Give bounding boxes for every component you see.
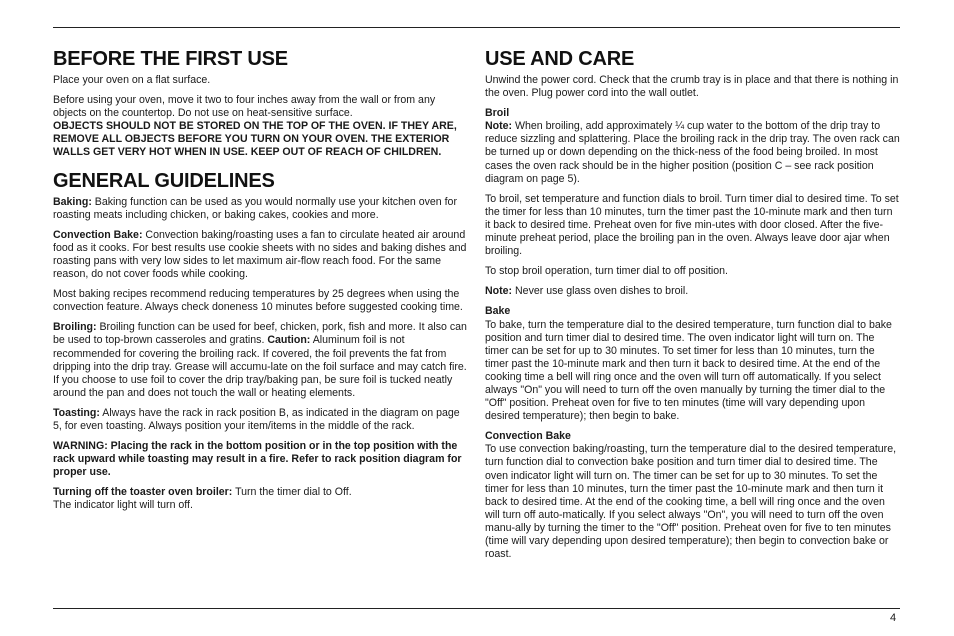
top-rule [53, 27, 900, 28]
heading-before-first-use: BEFORE THE FIRST USE [53, 48, 288, 70]
paragraph-flat-surface: Place your oven on a flat surface. [53, 74, 211, 86]
paragraph-turning-off [53, 486, 467, 499]
convection-bake-text: Convection baking/roasting uses a fan to circulate heated air around food as it cooks. For best results use cookie sheets with no sides and baking dishes and roasting pans with very low sides to let maximum air-flow reach food. For the same reason, do not cover foods while cooking. [53, 228, 467, 281]
paragraph-to-broil: To broil, set temperature and function dials to broil. Turn timer dial to desired time. To set the timer for less than 10 minutes, turn the timer past the 10-minute mark and then turn it back to desired time. Preheat oven for five min-utes with door closed. After the five-minute preheat period, place the broiling pan in the oven. Always leave door ajar when broiling. [485, 192, 899, 258]
broil-heading: Broil [485, 107, 510, 120]
baking-label: Baking: [53, 195, 92, 208]
paragraph-broil-note-glass [485, 285, 900, 298]
right-column [485, 48, 900, 568]
bake-text: To bake, turn the temperature dial to the desired temperature, turn function dial to bake position and turn timer dial to desired time. The oven indicator light will turn on. The timer can be set for up to 30 minutes. To set timer for less than 10 minutes, turn the timer past the 10-minute mark and then turn it back to desired time. At the end of the cooking time a bell will ring once and the oven will turn off automatically. If you select always "On" you will need to turn off the oven manually by turning the timer dial to the "Off" position. Preheat oven for five to ten minutes (time will vary depending upon desired temperature); then begin to bake. [485, 318, 892, 423]
warning-objects-on-top: OBJECTS SHOULD NOT BE STORED ON THE TOP OF THE OVEN. IF THEY ARE, REMOVE ALL OBJECTS BEFORE YOU TURN ON YOUR OVEN. THE EXTERIOR WALLS GET VERY HOT WHEN IN USE. KEEP OUT OF REACH OF CHILDREN. [53, 120, 457, 159]
baking-text: Baking function can be used as you would normally use your kitchen oven for roasting meats including chicken, or baking cakes, cookies and more. [53, 195, 457, 221]
caution-text: Aluminum foil is not recommended for covering the broiling rack. If covered, the foil prevents the fat from dripping into the drip tray. Grease will accumu-late on the foil surface and may catch fire. If you choose to use foil to cover the drip tray/baking pan, be sure foil is tucked neatly around the pan and does not touch the wall or heating elements. [53, 334, 467, 399]
move-oven-text: Before using your oven, move it two to four inches away from the wall or from any objects on the countertop. Do not use on heat-sensitive surface. [53, 94, 436, 120]
paragraph-move-oven [53, 94, 467, 159]
paragraph-broiling [53, 321, 467, 400]
paragraph-indicator-light: The indicator light will turn off. [53, 499, 193, 512]
caution-label: Caution: [267, 334, 311, 347]
convection-bake-instructions: To use convection baking/roasting, turn the temperature dial to the desired temperature, turn function dial to convection bake position and turn timer dial to desired time. The oven indicator light will turn on. The timer can be set for up to 30 minutes. To set the timer for less than 10 minutes, turn the timer past the 10-minute mark and then turn it back to desired time. At the end of the cooking time, a bell will ring once and the oven will turn off auto-matically. If you select always "On", you will need to turn off the oven manu-ally by turning the timer to the "Off" position. Preheat oven for five to ten minutes (time will vary depending upon desired temperature); then begin to convection bake or roast. [485, 443, 897, 561]
convection-bake-heading: Convection Bake [485, 430, 571, 443]
bottom-rule [53, 608, 900, 609]
paragraph-most-recipes: Most baking recipes recommend reducing temperatures by 25 degrees when using the convection feature. Always check doneness 10 minutes before suggested cooking time. [53, 288, 463, 314]
paragraph-unwind-cord: Unwind the power cord. Check that the crumb tray is in place and that there is nothing in the oven. Plug power cord into the wall outlet. [485, 74, 899, 100]
page-number: 4 [890, 612, 897, 624]
broiling-text: Broiling function can be used for beef, chicken, pork, fish and more. It also can be used to top-brown casseroles and gratins. [53, 321, 467, 347]
left-column [53, 48, 467, 520]
broil-note-text: When broiling, add approximately ¼ cup water to the bottom of the drip tray to reduce sizzling and splattering. Place the broiling rack in the drip tray. The oven rack can be turned up or down depending on the thick-ness of the food being broiled. In most cases the oven rack should be in the higher position (position C – see rack position diagram on page 5). [485, 120, 900, 185]
broil-note-label: Note: [485, 120, 513, 133]
broil-note2-label: Note: [485, 285, 513, 298]
toasting-label: Toasting: [53, 406, 100, 419]
section-broil [485, 107, 900, 186]
paragraph-toasting [53, 407, 467, 433]
broiling-label: Broiling: [53, 321, 97, 334]
paragraph-warning-rack: WARNING: Placing the rack in the bottom position or in the top position with the rack upward while toasting may result in a fire. Refer to rack position diagram for proper use. [53, 440, 462, 479]
paragraph-baking [53, 196, 467, 222]
broil-note2-text: Never use glass oven dishes to broil. [512, 285, 689, 298]
section-bake [485, 305, 900, 423]
bake-heading: Bake [485, 305, 511, 318]
heading-general-guidelines: GENERAL GUIDELINES [53, 169, 275, 192]
paragraph-convection-bake [53, 229, 467, 281]
toasting-text: Always have the rack in rack position B, as indicated in the diagram on page 5, for even toasting. Always position your item/items in the middle of the rack. [53, 406, 460, 432]
heading-use-and-care: USE AND CARE [485, 48, 635, 70]
section-convection-bake [485, 430, 900, 561]
convection-bake-label: Convection Bake: [53, 228, 143, 241]
turning-off-label: Turning off the toaster oven broiler: [53, 486, 233, 499]
turning-off-text: Turn the timer dial to Off. [232, 486, 352, 499]
paragraph-stop-broil: To stop broil operation, turn timer dial to off position. [485, 265, 729, 278]
